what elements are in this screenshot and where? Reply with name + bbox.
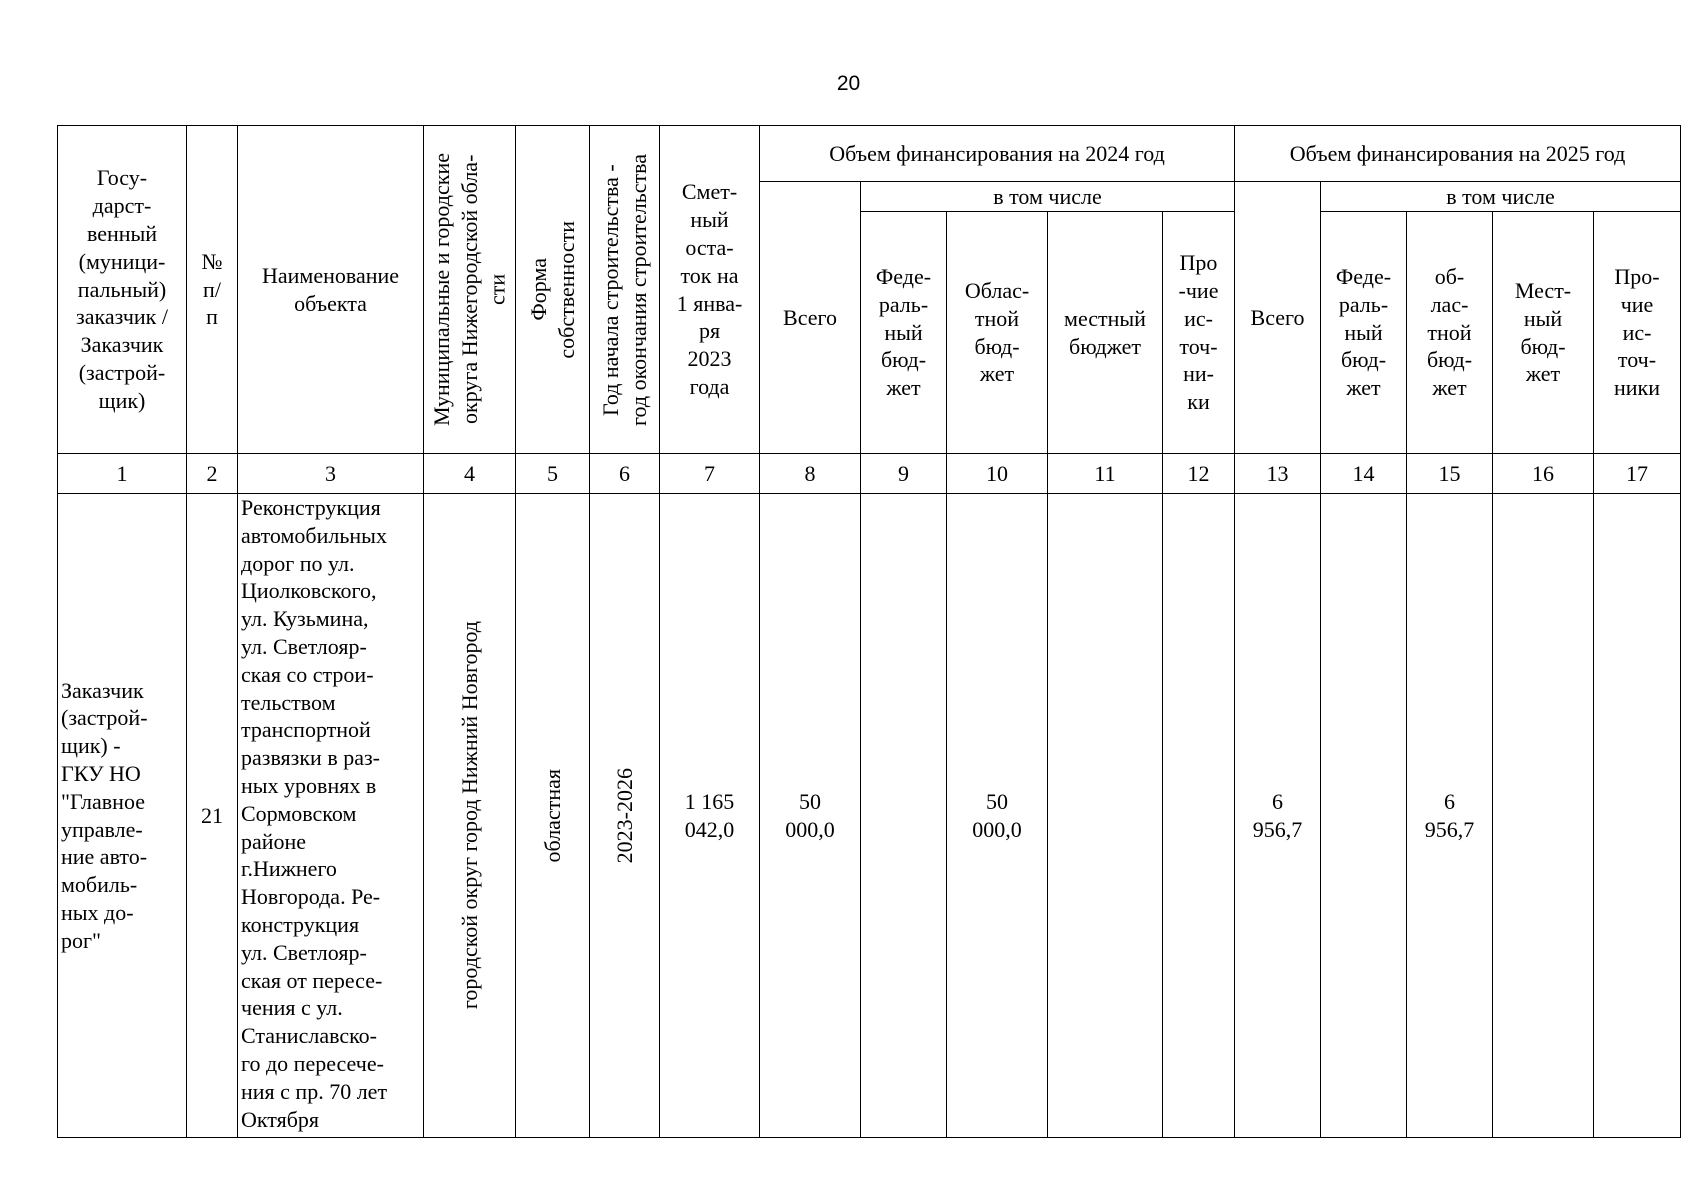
header-other-2024: Про -чие ис- точ- ни- ки [1163,212,1235,454]
column-number: 9 [861,454,947,494]
header-years [590,126,660,454]
cell-municipality [424,494,516,1138]
cell-local-2024 [1048,494,1163,1138]
header-municipality [424,126,516,454]
header-total-2024: Всего [760,182,861,454]
column-number: 4 [424,454,516,494]
cell-total-2025: 6 956,7 [1235,494,1321,1138]
cell-federal-2024 [861,494,947,1138]
cell-estimate-balance: 1 165 042,0 [660,494,760,1138]
header-row-number: № п/ п [187,126,238,454]
cell-federal-2025 [1321,494,1407,1138]
column-number: 7 [660,454,760,494]
column-number: 6 [590,454,660,494]
cell-customer: Заказчик (застрой- щик) - ГКУ НО "Главное управле- ние авто- мобиль- ных до- рог" [58,494,187,1138]
header-federal-2024: Феде- раль- ный бюд- жет [861,212,947,454]
cell-regional-2024: 50 000,0 [947,494,1048,1138]
column-number: 16 [1493,454,1594,494]
cell-total-2024: 50 000,0 [760,494,861,1138]
cell-ownership [516,494,590,1138]
column-number: 13 [1235,454,1321,494]
cell-other-2024 [1163,494,1235,1138]
table-row [58,494,1681,1138]
header-local-2024: местный бюджет [1048,212,1163,454]
column-number: 17 [1594,454,1681,494]
column-number: 1 [58,454,187,494]
cell-row-number: 21 [187,494,238,1138]
column-number: 12 [1163,454,1235,494]
column-number: 8 [760,454,861,494]
column-number: 3 [238,454,424,494]
cell-municipality-text: городской округ город Нижний Новгород [456,621,482,1010]
header-municipality-text: Муниципальные и городские округа Нижегородской обла- сти [428,153,510,426]
column-number: 11 [1048,454,1163,494]
header-estimate-balance: Смет- ный оста- ток на 1 янва- ря 2023 года [660,126,760,454]
header-group-2025: Объем финансирования на 2025 год [1235,126,1681,182]
header-total-2025: Всего [1235,182,1321,454]
header-including-2024: в том числе [861,182,1235,212]
header-regional-2025: об- лас- тной бюд- жет [1407,212,1493,454]
cell-object-name: Реконструкция автомобильных дорог по ул. Циолковского, ул. Кузьмина, ул. Светлояр- ская со строи- тельством транспортной развязки в раз- ных уровнях в Сормовском районе г.Нижнего Новгорода. Ре- конструкция ул. Светлояр- ская от пересе- чения с ул. Станиславско- го до пересече- ния с пр. 70 лет Октября [238,494,424,1138]
column-number: 10 [947,454,1048,494]
cell-other-2025 [1594,494,1681,1138]
financing-table [57,125,1681,1138]
header-customer: Госу- дарст- венный (муници- пальный) заказчик / Заказчик (застрой- щик) [58,126,187,454]
header-federal-2025: Феде- раль- ный бюд- жет [1321,212,1407,454]
header-other-2025: Про- чие ис- точ- ники [1594,212,1681,454]
column-number: 5 [516,454,590,494]
header-ownership [516,126,590,454]
column-number: 2 [187,454,238,494]
cell-years-text: 2023-2026 [611,767,637,864]
header-ownership-text: Форма собственности [525,220,579,359]
header-local-2025: Мест- ный бюд- жет [1493,212,1594,454]
column-number: 15 [1407,454,1493,494]
header-including-2025: в том числе [1321,182,1681,212]
header-regional-2024: Облас- тной бюд- жет [947,212,1048,454]
cell-regional-2025: 6 956,7 [1407,494,1493,1138]
column-number: 14 [1321,454,1407,494]
header-object-name: Наименование объекта [238,126,424,454]
header-group-2024: Объем финансирования на 2024 год [760,126,1235,182]
header-years-text: Год начала строительства - год окончания строительства [597,153,651,426]
page-number: 20 [836,72,861,95]
column-number-row [58,454,1681,494]
cell-local-2025 [1493,494,1594,1138]
cell-ownership-text: областная [539,768,565,863]
cell-years [590,494,660,1138]
